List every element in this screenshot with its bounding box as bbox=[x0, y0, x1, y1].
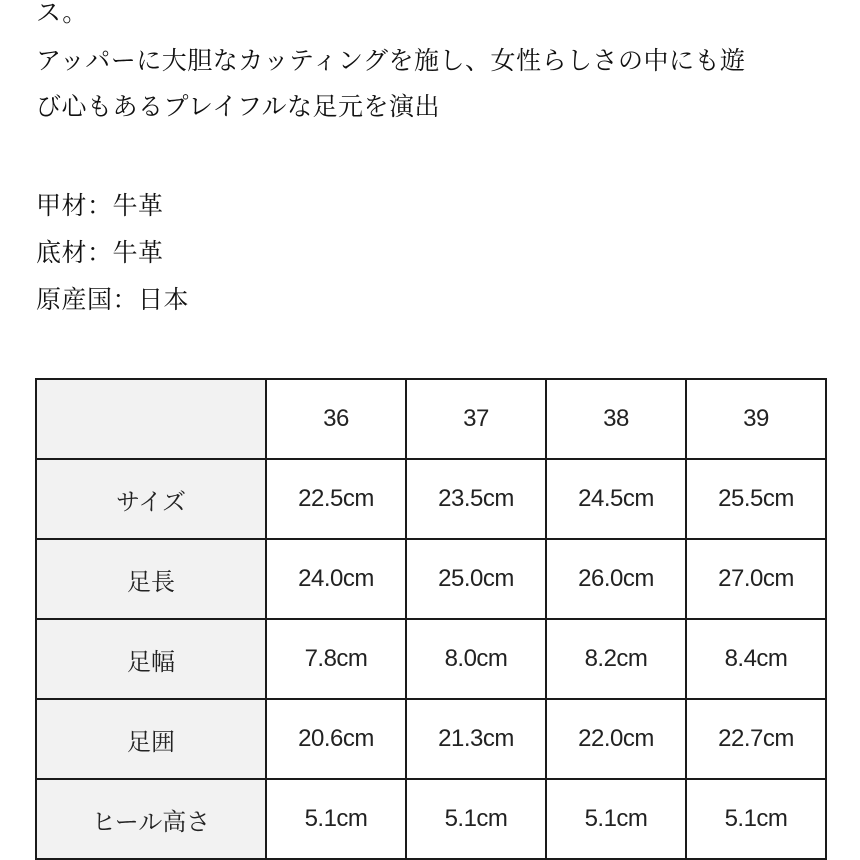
table-cell: 5.1cm bbox=[406, 779, 546, 859]
table-cell: 8.2cm bbox=[546, 619, 686, 699]
row-label-foot-length: 足長 bbox=[36, 539, 266, 619]
table-cell: 20.6cm bbox=[266, 699, 406, 779]
spec-upper-material: 甲材：牛革 bbox=[36, 191, 164, 220]
table-cell: 23.5cm bbox=[406, 459, 546, 539]
table-cell: 22.7cm bbox=[686, 699, 826, 779]
table-cell: 7.8cm bbox=[266, 619, 406, 699]
spec-country-of-origin: 原産国：日本 bbox=[36, 285, 190, 314]
table-row bbox=[36, 699, 826, 779]
table-corner-cell bbox=[36, 379, 266, 459]
size-chart-table bbox=[35, 378, 827, 860]
row-label-size: サイズ bbox=[36, 459, 266, 539]
table-cell: 22.0cm bbox=[546, 699, 686, 779]
table-row bbox=[36, 619, 826, 699]
description-body bbox=[36, 38, 746, 130]
description-line-2: アッパーに大胆なカッティングを施し、女性らしさの中にも遊 bbox=[36, 46, 746, 75]
row-label-heel-height: ヒール高さ bbox=[36, 779, 266, 859]
column-header-36: 36 bbox=[266, 379, 406, 459]
column-header-37: 37 bbox=[406, 379, 546, 459]
material-specs bbox=[36, 182, 189, 323]
description-line-3: び心もあるプレイフルな足元を演出 bbox=[36, 92, 441, 121]
table-cell: 25.5cm bbox=[686, 459, 826, 539]
row-label-foot-girth: 足囲 bbox=[36, 699, 266, 779]
table-header-row bbox=[36, 379, 826, 459]
table-cell: 5.1cm bbox=[686, 779, 826, 859]
spec-sole-material: 底材：牛革 bbox=[36, 238, 164, 267]
table-cell: 24.0cm bbox=[266, 539, 406, 619]
table-row bbox=[36, 779, 826, 859]
row-label-foot-width: 足幅 bbox=[36, 619, 266, 699]
table-cell: 27.0cm bbox=[686, 539, 826, 619]
column-header-38: 38 bbox=[546, 379, 686, 459]
table-cell: 22.5cm bbox=[266, 459, 406, 539]
table-cell: 5.1cm bbox=[546, 779, 686, 859]
table-cell: 24.5cm bbox=[546, 459, 686, 539]
table-cell: 25.0cm bbox=[406, 539, 546, 619]
description-line-1: ス。 bbox=[36, 0, 88, 27]
table-cell: 21.3cm bbox=[406, 699, 546, 779]
table-row bbox=[36, 539, 826, 619]
table-row bbox=[36, 459, 826, 539]
column-header-39: 39 bbox=[686, 379, 826, 459]
table-cell: 26.0cm bbox=[546, 539, 686, 619]
table-cell: 5.1cm bbox=[266, 779, 406, 859]
table-cell: 8.0cm bbox=[406, 619, 546, 699]
table-cell: 8.4cm bbox=[686, 619, 826, 699]
